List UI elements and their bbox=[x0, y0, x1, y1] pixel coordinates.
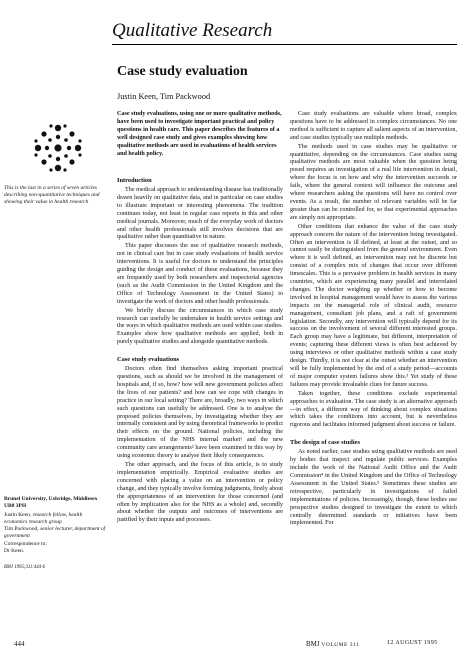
article-authors: Justin Keen, Tim Packwood bbox=[117, 92, 211, 101]
correspondence-label: Correspondence to: bbox=[4, 541, 47, 548]
paragraph: Case study evaluations are valuable where broad, complex questions have to be addressed in complex circumstances. No one method is sufficient to capture all salient aspects of an intervention, and case studies typically use multiple methods. bbox=[290, 111, 457, 141]
body-column-left bbox=[117, 177, 283, 525]
journal-volume bbox=[306, 640, 359, 648]
citation-code: BMJ 1995;311:444-6 bbox=[4, 565, 46, 571]
heading-case-study-evaluations: Case study evaluations bbox=[117, 356, 180, 364]
paragraph: The medical approach to understanding disease has traditionally drawn heavily on qualitative data, and in particular on case studies to illustrate important or interesting phenomena. The tradition continues today, not least in regular case reports in this and other medical journals. Moreover, much of the everyday work of doctors and other health professionals still involves decisions that are qualitative rather than quantitative in nature. bbox=[117, 187, 283, 241]
packwood-role: senior lecturer, department of government bbox=[4, 525, 106, 539]
paragraph: Taken together, these conditions exclude experimental approaches to evaluation. The case study is an alternative approach—in effect, a different way of thinking about complex situations which takes the conditions into account, but is nevertheless rigorous and facilitates informed judgment about success or failure. bbox=[290, 390, 457, 429]
paragraph: This paper discusses the use of qualitative research methods, not in clinical care but in case study evaluations of health service interventions. It is useful for doctors to understand the principles guiding the design and conduct of these evaluations, because they are frequently used by both researchers and inspectorial agencies (such as the Audit Commission in the United Kingdom and the Office of Technology Assessment in the United States) to investigate the work of doctors and other health professionals. bbox=[117, 243, 283, 305]
paragraph: The other approach, and the focus of this article, is to study implementation empirically. Empirical evaluative studies are concerned with placing a value on an intervention or policy change, and they typically involve forming judgments, firstly about the appropriateness of an intervention for those concerned (and often by implication also for the NHS as a whole) and, secondly about whether the outputs and outcomes of interventions are justified by their inputs and processes. bbox=[117, 462, 283, 524]
affiliation-packwood bbox=[4, 526, 106, 540]
keen-role: research fellow, health economics research group bbox=[4, 511, 83, 525]
author-affiliations bbox=[4, 496, 106, 572]
correspondence-name: Dr Keen. bbox=[4, 548, 25, 555]
heading-introduction: Introduction bbox=[117, 177, 152, 184]
paragraph: We briefly discuss the circumstances in which case study research can usefully be undertaken in health service settings and the ways in which qualitative methods are used within case studies. Examples show how qualitative methods are applied, both in purely qualitative studies and alongside quantitative methods. bbox=[117, 307, 283, 346]
paragraph: As noted earlier, case studies using qualitative methods are used by bodies that inspect and regulate public services. Examples include the work of the National Audit Office and the Audit Commission⁴ in the United Kingdom and the Office of Technology Assessment in the United States.⁵ Sometimes these studies are retrospective, particularly in investigations of failed implementations of policies. Increasingly, though, these bodies use prospective studies designed to investigate the extent to which centrally determined standards or initiatives have been implemented. For bbox=[290, 449, 457, 527]
body-column-right bbox=[290, 111, 457, 528]
series-note: This is the last in a series of seven articles describing non-quantitative techniques and showing their value in health research bbox=[4, 185, 100, 205]
paragraph: Other conditions that enhance the value of the case study approach concern the nature of the intervention being investigated. Often an intervention is ill defined, at least at the outset, and so cannot easily be distinguished from the general environment. Even where it is well defined, an intervention may not be discrete but consist of a complex mix of changes that occur over different timescales. This is a pervasive problem in health services in many countries, which are experiencing many parallel and interrelated changes. The doctor weighing up whether or how to become involved in hospital management would have to assess the various impacts on the managerial role of clinical audit, resource management, consultant job plans, and a raft of government legislation. Secondly, any intervention will typically depend for its success on the involvement of several different interested groups. Each group may have a legitimate, but different, interpretation of events; capturing these different views is often best achieved by using interviews or other qualitative methods within a case study design. Thirdly, it is not clear at the outset whether an intervention will be fully implemented by the end of a study period—accounts of major computer system failures show this.³ Yet study of these failures may provide invaluable clues for future success. bbox=[290, 223, 457, 388]
series-logo-icon bbox=[30, 120, 86, 176]
issue-date: 12 AUGUST 1995 bbox=[387, 640, 438, 646]
affiliation-keen bbox=[4, 512, 106, 526]
packwood-name: Tim Packwood, bbox=[4, 525, 39, 532]
article-title: Case study evaluation bbox=[117, 64, 248, 79]
journal-name: BMJ bbox=[306, 640, 320, 648]
keen-name: Justin Keen, bbox=[4, 511, 32, 518]
page-number: 444 bbox=[14, 640, 25, 648]
volume-label: VOLUME 311 bbox=[321, 642, 360, 648]
heading-design-of-case-studies: The design of case studies bbox=[290, 439, 360, 447]
paragraph: The methods used in case studies may be qualitative or quantitative, depending on the circumstances. Case studies using qualitative methods are most valuable when the question being posed requires an investigation of a real life intervention in detail, where the focus is on how and why the intervention succeeds or fails, where the general context will influence the outcome and where researchers asking the questions will have no control over events. As a result, the number of relevant variables will be far greater than can be controlled for, so that experimental approaches are simply not appropriate. bbox=[290, 143, 457, 221]
paragraph: Doctors often find themselves asking important practical questions, such as should we be involved in the management of hospitals and, if so, how? how will new government policies affect the lives of our patients? and how can we cope with changes in practice in our local setting? There are, broadly, two ways in which such questions can usefully be addressed. One is to analyse the proposed policies themselves, by investigating whether they are internally consistent and by using theoretical frameworks to predict their effects on the ground. National policies, including the implementation of the NHS internal market¹ and the new community care arrangements² have been examined in this way by using economic theory to analyse their likely consequences. bbox=[117, 366, 283, 460]
series-title: Qualitative Research bbox=[112, 20, 273, 41]
header-rule bbox=[112, 44, 457, 45]
abstract: Case study evaluations, using one or more qualitative methods, have been used to investigate important practical and policy questions in health care. This paper describes the features of a well designed case study and gives examples showing how qualitative methods are used in evaluations of health services and health policy. bbox=[117, 111, 282, 157]
affiliation-institution: Brunel University, Uxbridge, Middlesex UB8 3PH bbox=[4, 496, 98, 509]
